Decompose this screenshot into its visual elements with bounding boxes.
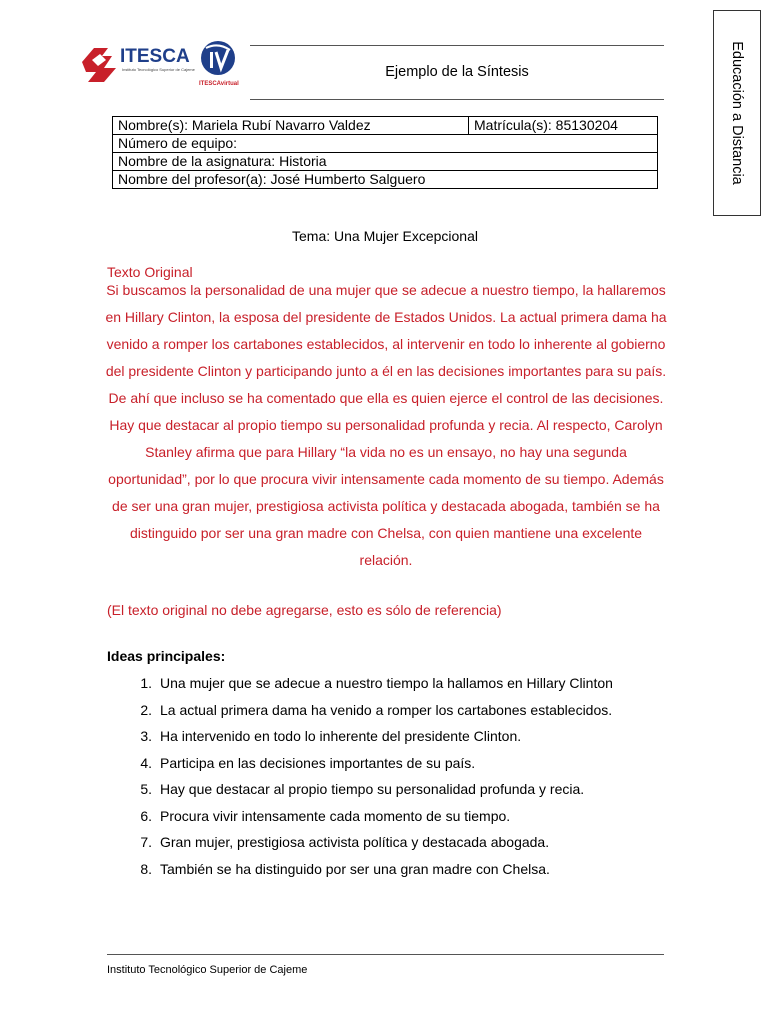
list-item-text: Participa en las decisiones importantes de su país. <box>160 754 476 771</box>
itesca-virtual-logo <box>196 38 242 90</box>
list-item-number: 4. <box>140 754 152 771</box>
list-item-text: La actual primera dama ha venido a romper los cartabones establecidos. <box>160 701 613 718</box>
table-row <box>113 153 658 171</box>
student-info-table <box>112 116 658 189</box>
list-item <box>107 750 613 777</box>
list-item-text: Hay que destacar al propio tiempo su personalidad profunda y recia. <box>160 781 585 797</box>
itesca-emblem-icon <box>78 40 196 86</box>
list-item <box>107 776 613 803</box>
logo2-text: ITESCAvirtual <box>199 81 239 87</box>
list-item <box>107 723 613 750</box>
main-ideas-list <box>107 670 613 882</box>
table-row <box>113 117 658 135</box>
list-item <box>107 803 613 830</box>
list-item-number: 3. <box>140 728 152 744</box>
itesca-virtual-emblem-icon <box>196 38 242 90</box>
list-item <box>107 670 613 697</box>
original-text-paragraph: Si buscamos la personalidad de una mujer que se adecue a nuestro tiempo, la hallaremos en Hillary Clinton, la esposa del presidente de Estados Unidos. La actual primera dama ha venido a romper los cartabones establecidos, al intervenir en todo lo inherente al gobierno del presidente Clinton y participando junto a él en las decisiones importantes para su país. De ahí que incluso se ha comentado que ella es quien ejerce el control de las decisiones. Hay que destacar al propio tiempo su personalidad profunda y recia. Al respecto, Carolyn Stanley afirma que para Hillary “la vida no es un ensayo, no hay una segunda oportunidad”, por lo que procura vivir intensamente cada momento de su tiempo. Además de ser una gran mujer, prestigiosa activista política y destacada abogada, también se ha distinguido por ser una gran madre con Chelsa, con quien mantiene una excelente relación. <box>105 282 667 568</box>
list-item-number: 5. <box>140 781 152 797</box>
list-item-number: 2. <box>140 701 152 718</box>
list-item-number: 1. <box>140 675 152 691</box>
list-item-number: 8. <box>140 860 152 877</box>
topic-heading: Tema: Una Mujer Excepcional <box>292 228 478 244</box>
teacher-cell: Nombre del profesor(a): José Humberto Salguero <box>113 171 658 189</box>
list-item <box>107 829 613 856</box>
document-title: Ejemplo de la Síntesis <box>385 64 529 80</box>
header-rule-top <box>250 45 664 46</box>
main-ideas-heading: Ideas principales: <box>107 648 226 664</box>
list-item-number: 6. <box>140 807 152 824</box>
list-item-text: Procura vivir intensamente cada momento de su tiempo. <box>160 807 511 824</box>
footer-rule <box>107 954 664 955</box>
student-name-cell: Nombre(s): Mariela Rubí Navarro Valdez <box>113 117 469 135</box>
table-row <box>113 135 658 153</box>
list-item-text: Gran mujer, prestigiosa activista política y destacada abogada. <box>160 834 550 850</box>
list-item <box>107 697 613 724</box>
reference-note: (El texto original no debe agregarse, esto es sólo de referencia) <box>107 602 502 618</box>
student-id-cell: Matrícula(s): 85130204 <box>469 117 658 135</box>
side-label: Educación a Distancia <box>729 41 745 185</box>
header-rule-bottom <box>250 99 664 100</box>
list-item-text: También se ha distinguido por ser una gran madre con Chelsa. <box>160 860 550 877</box>
side-label-box <box>713 10 761 216</box>
list-item <box>107 856 613 883</box>
list-item-number: 7. <box>140 834 152 850</box>
list-item-text: Una mujer que se adecue a nuestro tiempo la hallamos en Hillary Clinton <box>160 675 613 691</box>
logo-subtext: Instituto Tecnológico Superior de Cajeme <box>122 67 195 72</box>
footer-institution: Instituto Tecnológico Superior de Cajeme <box>107 964 308 976</box>
subject-cell: Nombre de la asignatura: Historia <box>113 153 658 171</box>
list-item-text: Ha intervenido en todo lo inherente del presidente Clinton. <box>160 728 522 744</box>
original-text-label: Texto Original <box>107 264 193 280</box>
logo-text: ITESCA <box>120 46 190 67</box>
team-number-cell: Número de equipo: <box>113 135 658 153</box>
table-row <box>113 171 658 189</box>
itesca-logo <box>78 40 196 86</box>
